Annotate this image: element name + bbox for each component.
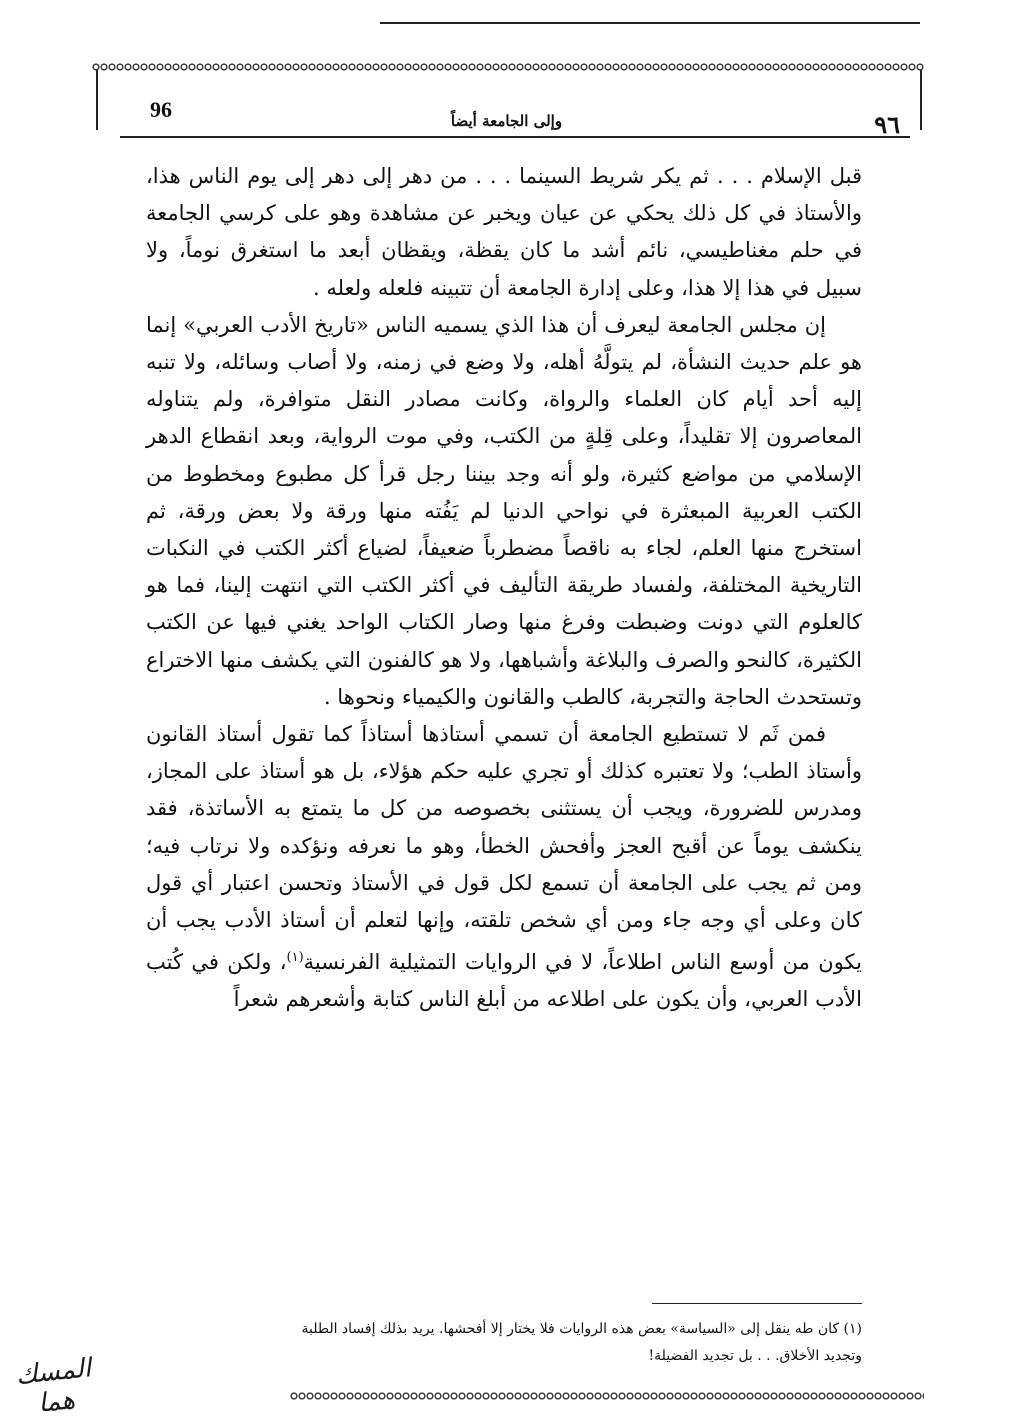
running-head: وإلى الجامعة أيضاً — [450, 112, 563, 130]
bottom-ornament-border — [290, 1391, 924, 1401]
paragraph-3 — [146, 716, 862, 1019]
footnote-rule — [652, 1303, 862, 1304]
signature-stamp: المسك هما — [14, 1353, 93, 1419]
page-number-latin: 96 — [150, 97, 172, 122]
footnote-reference[interactable]: (١) — [286, 950, 304, 966]
body-text — [146, 158, 862, 1019]
header-rule — [120, 136, 910, 138]
paragraph-2: إن مجلس الجامعة ليعرف أن هذا الذي يسميه الناس «تاريخ الأدب العربي» إنما هو علم حديث النشأة، لم يتولَّهُ أهله، ولا وضع في زمنه، ولا أصاب وسائله، ولا تنبه إليه أحد أيام كان العلماء والرواة، وكانت مصادر النقل متوافرة، ولم يتناوله المعاصرون إلا تقليداً، وعلى قِلةٍ من الكتب، وفي موت الرواية، وبعد انقطاع الدهر الإسلامي من مواضع كثيرة، ولو أنه وجد بيننا رجل قرأ كل مطبوع ومخطوط من الكتب العربية المبعثرة في نواحي الدنيا لم يَفُته منها ورقة ولا بعض ورقة، ثم استخرج منها العلم، لجاء به ناقصاً مضطرباً ضعيفاً، لضياع أكثر الكتب في النكبات التاريخية المختلفة، ولفساد طريقة التأليف في أكثر الكتب التي انتهت إلينا، فما هو كالعلوم التي دونت وضبطت وفرغ منها وصار الكتاب الواحد يغني فيها عن الكتب الكثيرة، كالنحو والصرف والبلاغة وأشباهها، ولا هو كالفنون التي يكشف منها الاختراع وتستحدث الحاجة والتجربة، كالطب والقانون والكيمياء ونحوها . — [146, 312, 862, 709]
footnote — [146, 1316, 862, 1370]
paragraph-1: قبل الإسلام . . . ثم يكر شريط السينما . . . من دهر إلى دهر إلى يوم الناس هذا، والأستاذ في كل ذلك يحكي عن عيان ويخبر عن مشاهدة وهو على كرسي الجامعة في حلم مغناطيسي، نائم أشد ما كان يقظة، ويقظان أبعد ما استغرق نوماً، ولا سبيل في هذا إلا هذا، وعلى إدارة الجامعة أن تتبينه فلعله ولعله . — [146, 164, 862, 300]
top-ornament-border — [92, 62, 924, 72]
footnote-line-2: وتجديد الأخلاق. . . بل تجديد الفضيلة! — [648, 1348, 862, 1364]
footnote-line-1: (١) كان طه ينقل إلى «السياسة» بعض هذه الروايات فلا يختار إلا أفحشها. يريد بذلك إفساد الطلبة — [301, 1321, 862, 1337]
paragraph-3-text: فمن ثَم لا تستطيع الجامعة أن تسمي أستاذها أستاذاً كما تقول أستاذ القانون وأستاذ الطب؛ ولا تعتبره كذلك أو تجري عليه حكم هؤلاء، بل هو أستاذ على المجاز، ومدرس للضرورة، ويجب أن يستثنى بخصوصه من كل ما يتمتع به الأساتذة، فقد ينكشف يوماً عن أقبح العجز وأفحش الخطأ، وهو ما نعرفه ونؤكده ولا نرتاب فيه؛ ومن ثم يجب على الجامعة أن تسمع لكل قول في الأستاذ وتحسن اعتبار أي قول كان وعلى أي وجه جاء ومن أي شخص تلقته، وإنها لتعلم أن أستاذ الأدب يجب أن يكون من أوسع الناس اطلاعاً، لا في الروايات التمثيلية الفرنسية — [146, 722, 862, 975]
top-rule — [380, 22, 920, 24]
paragraph-3-tail: ، ولكن في كُتب الأدب العربي، وأن يكون على اطلاعه من أبلغ الناس كتابة وأشعرهم شعراً — [146, 950, 862, 1012]
page-number-arabic: ٩٦ — [874, 110, 900, 139]
